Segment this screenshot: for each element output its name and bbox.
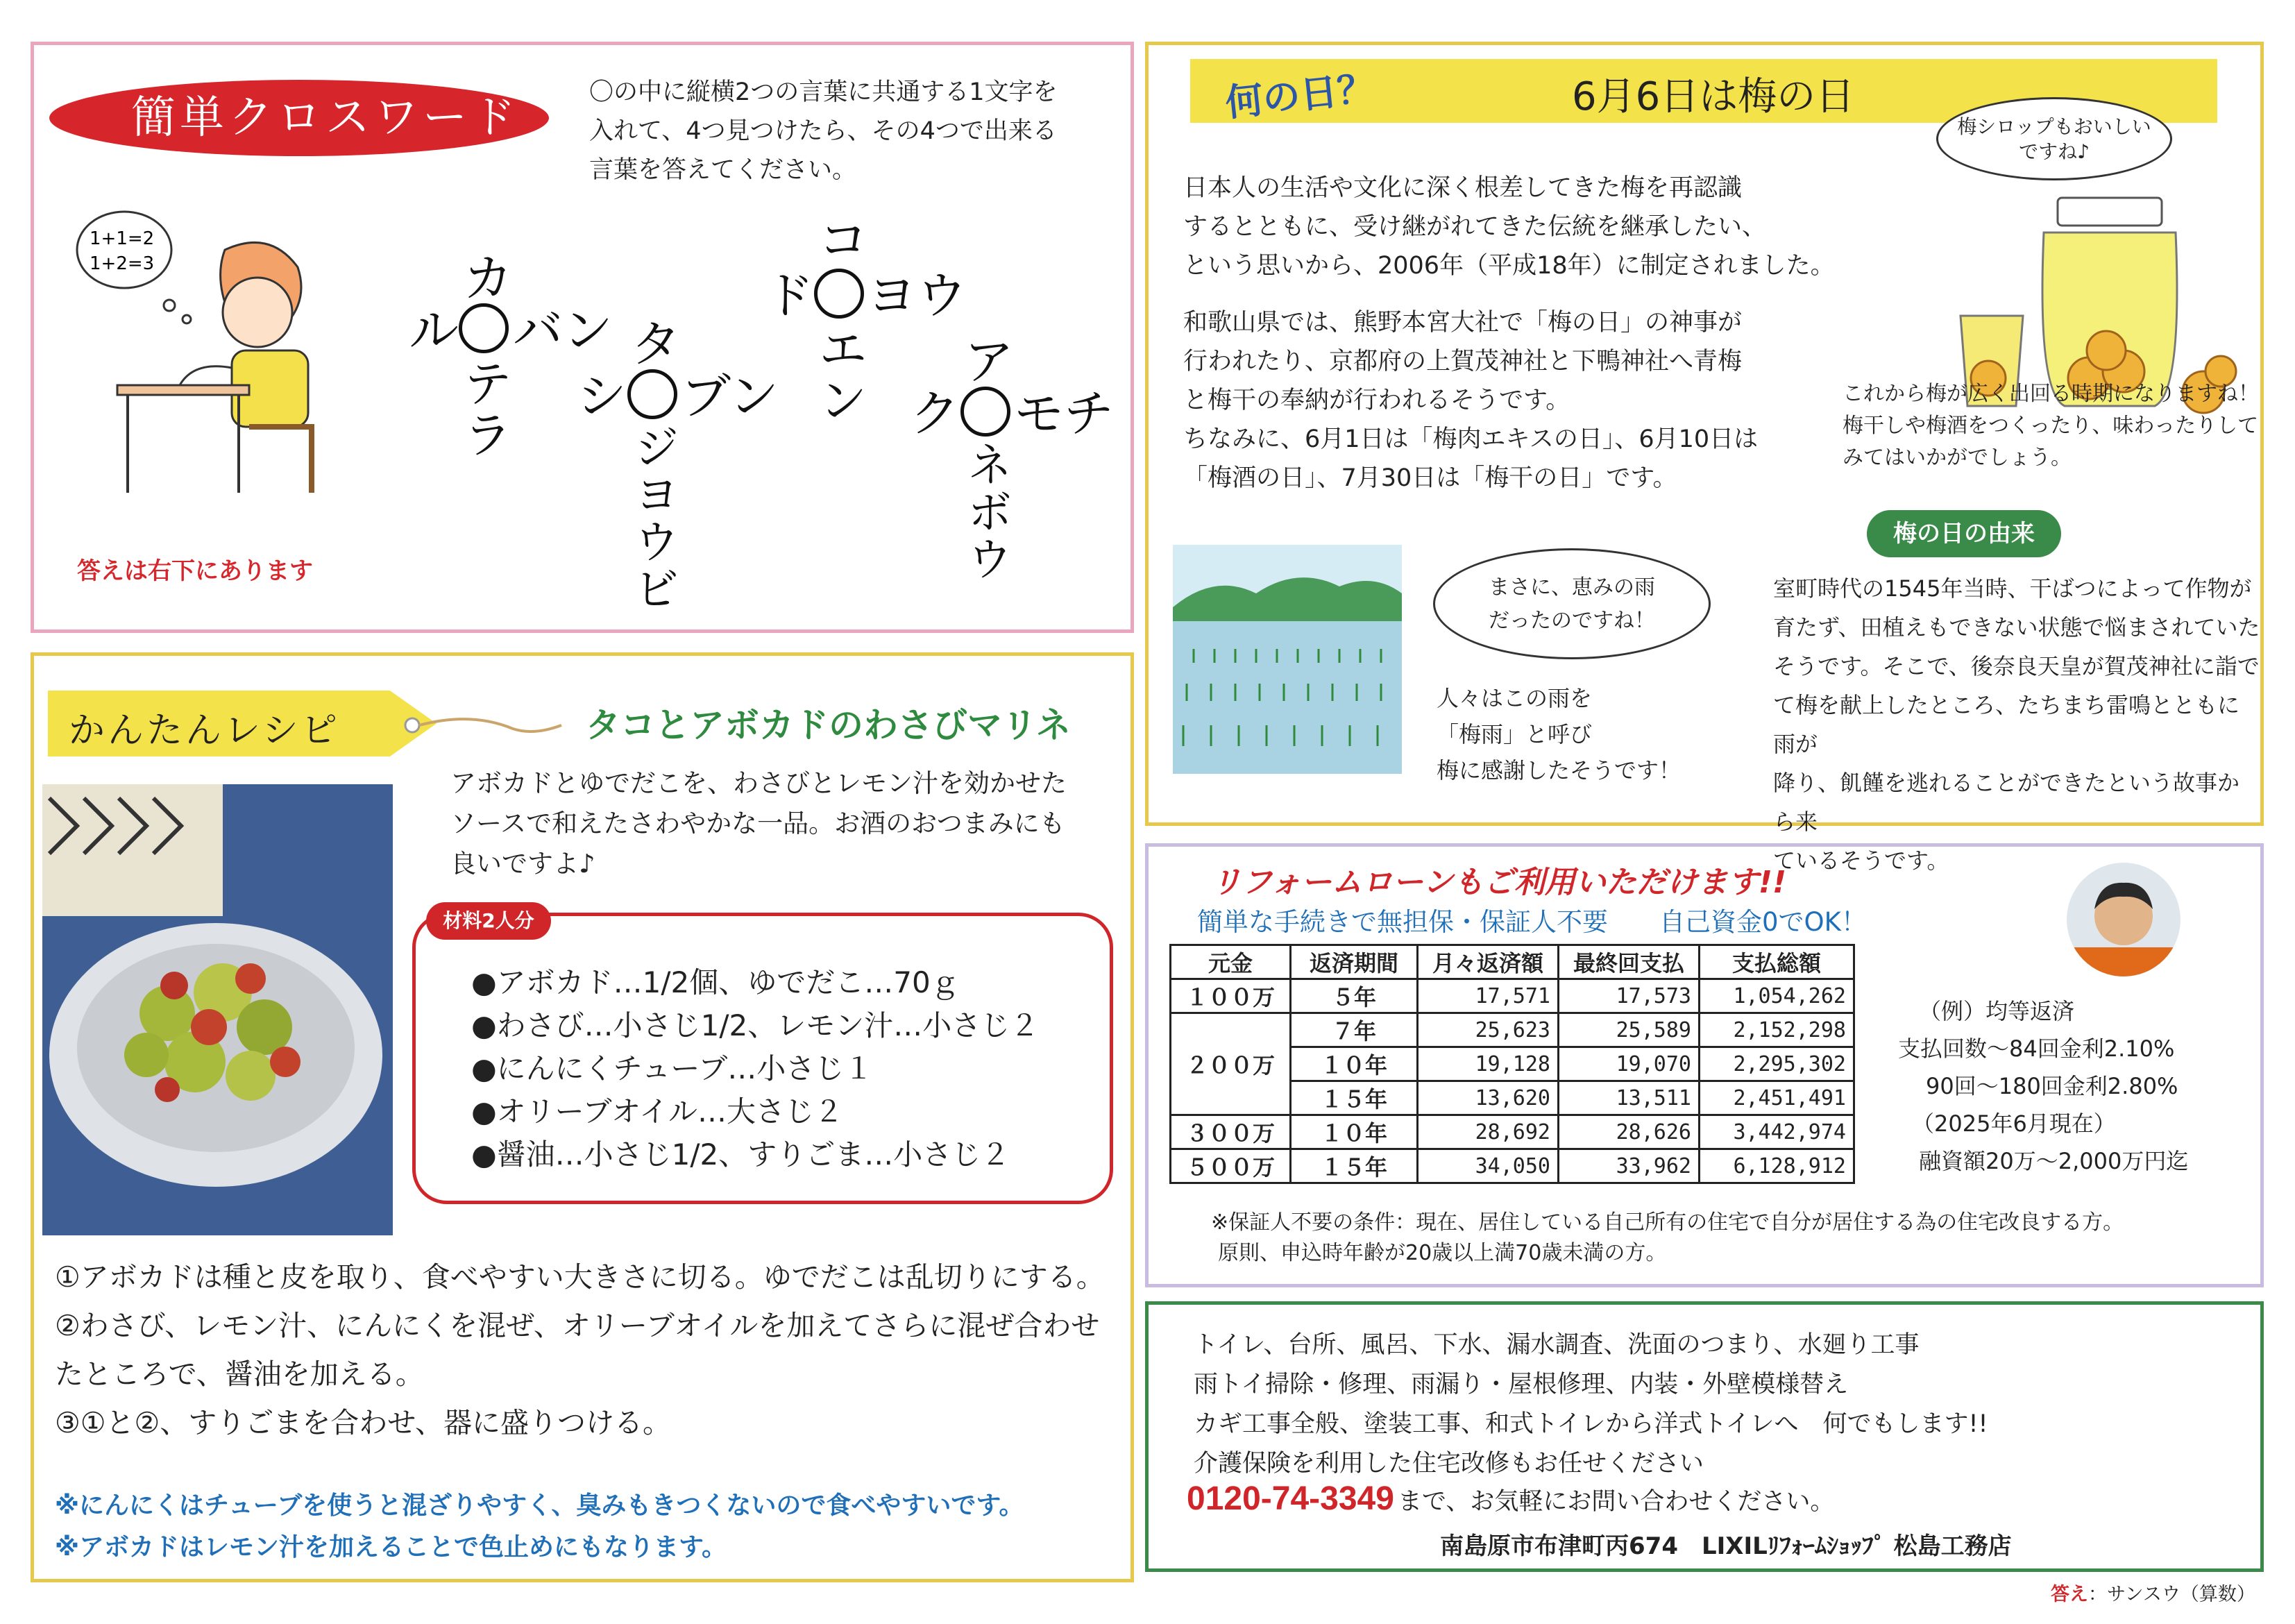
plum-day-tag: 何の日？	[1223, 65, 1378, 126]
shop-address: 南島原市布津町丙674 LIXILﾘﾌｫｰﾑｼｮｯﾌﾟ 松島工務店	[1440, 1532, 2012, 1560]
puzzle-4-right: モチ	[1014, 384, 1115, 443]
table-row: ５００万 １５年 34,050 33,962 6,128,912	[1171, 1149, 1854, 1183]
rain-text: 人々はこの雨を 「梅雨」と呼び 梅に感謝したそうです！	[1437, 685, 1682, 784]
rain-speech-bubble: まさに、恵みの雨 だったのですね！	[1433, 548, 1711, 659]
puzzle-4-left: ク	[910, 384, 960, 443]
crossword-panel	[31, 42, 1134, 633]
puzzle-3-bottom: エン	[810, 323, 868, 425]
puzzle-4-answer-circle[interactable]	[960, 387, 1010, 437]
tag-string-icon	[402, 704, 568, 746]
loan-example: （例）均等返済 支払回数～84回金利2.10% 90回～180回金利2.80% （2025年6月現在） 融資額20万～2,000万円迄	[1898, 998, 2189, 1174]
step-2: ②わさび、レモン汁、にんにくを混ぜ、オリーブオイルを加えてさらに混ぜ合わせ	[55, 1309, 1100, 1342]
puzzle-2-answer-circle[interactable]	[627, 369, 677, 419]
table-row: １５年 13,620 13,511 2,451,491	[1171, 1081, 1854, 1115]
table-row: １０年 19,128 19,070 2,295,302	[1171, 1047, 1854, 1081]
phone-number[interactable]: 0120-74-3349	[1187, 1480, 1394, 1517]
puzzle-3-left: ド	[764, 267, 815, 325]
origin-text: 室町時代の1545年当時、干ばつによって作物が 育たず、田植えもできない状態で悩まされていた そうです。そこで、後奈良天皇が賀茂神社に詣で て梅を献上したところ、たちまち雷鳴とともに雨が 降り、飢饉を逃れることができたという故事から来 ているそうです。	[1773, 575, 2260, 874]
loan-table	[1169, 944, 1855, 1184]
ingredients-list	[471, 961, 1039, 1176]
loan-panel	[1145, 843, 2264, 1287]
puzzle-4-top: ア	[964, 332, 1015, 391]
step-3: ③①と②、すりごまを合わせ、器に盛りつける。	[55, 1406, 672, 1439]
ingredient-item: ●にんにくチューブ…小さじ１	[471, 1051, 874, 1085]
puzzle-1-bottom: テラ	[455, 357, 513, 460]
loan-table-header: 元金 返済期間 月々返済額 最終回支払 支払総額	[1171, 945, 1854, 979]
puzzle-3-top: コ	[818, 211, 869, 269]
table-row: １００万 ５年 17,571 17,573 1,054,262	[1171, 979, 1854, 1013]
crossword-title: 簡単クロスワード	[131, 92, 520, 144]
crossword-instructions: 〇の中に縦横2つの言葉に共通する1文字を 入れて、4つ見つけたら、その4つで出来る 言葉を答えてください。	[589, 78, 1058, 184]
recipe-intro: アボカドとゆでだこを、わさびとレモン汁を効かせた ソースで和えたさわやかな一品。お酒のおつまみにも 良いですよ♪	[450, 768, 1067, 879]
plum-day-events: 和歌山県では、熊野本宮大社で「梅の日」の神事が 行われたり、京都府の上賀茂神社と下鴨神社へ青梅 と梅干の奉納が行われるそうです。 ちなみに、6月1日は「梅肉エキスの日」、6月10日は 「梅酒の日」、7月30日は「梅干の日」です。	[1183, 309, 1759, 492]
puzzle-3-right: ヨウ	[867, 267, 967, 325]
loan-title: リフォームローンもご利用いただけます!!	[1211, 865, 1787, 900]
step-1: ①アボカドは種と皮を取り、食べやすい大きさに切る。ゆでだこは乱切りにする。	[55, 1260, 1105, 1294]
ingredient-item: ●オリーブオイル…大さじ２	[471, 1094, 844, 1128]
puzzle-2-left: シ	[577, 367, 627, 425]
services-list: トイレ、台所、風呂、下水、漏水調査、洗面のつまり、水廻り工事 雨トイ掃除・修理、雨漏り・屋根修理、内装・外壁模様替え カギ工事全般、塗装工事、和式トイレから洋式トイレへ 何でもします!! 介護保険を利用した住宅改修もお任せください	[1194, 1331, 1988, 1478]
answer-location-note: 答えは右下にあります	[77, 557, 313, 585]
recipe-steps	[55, 1253, 1105, 1447]
puzzle-3-answer-circle[interactable]	[814, 269, 864, 319]
ingredient-item: ●アボカド…1/2個、ゆでだこ…70ｇ	[471, 965, 960, 999]
syrup-speech-bubble: 梅シロップもおいしい ですね♪	[1936, 97, 2172, 180]
loan-conditions: ※保証人不要の条件：現在、居住している自己所有の住宅で自分が居住する為の住宅改良する方。 原則、申込時年齢が20歳以上満70歳未満の方。	[1211, 1210, 2124, 1265]
loan-subtitle: 簡単な手続きで無担保・保証人不要 自己資金0でOK！	[1197, 907, 1867, 937]
contact-line	[1187, 1480, 1834, 1518]
ingredient-item: ●わさび…小さじ1/2、レモン汁…小さじ２	[471, 1008, 1040, 1042]
table-row: ２００万 ７年 25,623 25,589 2,152,298	[1171, 1013, 1854, 1047]
origin-label-badge: 梅の日の由来	[1867, 510, 2061, 557]
crossword-answer: 答え：サンスウ（算数）	[2051, 1584, 2255, 1605]
rice-paddy-illustration	[1173, 545, 1402, 774]
puzzle-1-answer-circle[interactable]	[459, 303, 509, 353]
step-2-cont: たところで、醤油を加える。	[55, 1357, 424, 1391]
recipe-tag-label: かんたんレシピ	[69, 710, 340, 752]
plum-day-heading: 6月6日は梅の日	[1572, 74, 1855, 119]
puzzle-1-left: ル	[409, 301, 459, 360]
recipe-panel	[31, 652, 1134, 1582]
puzzle-4-bottom: ネボウ	[959, 441, 1013, 582]
puzzle-2-bottom: ジヨウビ	[626, 423, 679, 612]
recipe-notes: ※にんにくはチューブを使うと混ざりやすく、臭みもきつくないので食べやすいです。 ※アボカドはレモン汁を加えることで色止めにもなります。	[55, 1491, 1024, 1562]
ingredients-label: 材料2人分	[426, 902, 551, 940]
recipe-title: タコとアボカドのわさびマリネ	[586, 705, 1071, 745]
puzzle-1-right: バン	[513, 301, 613, 360]
svg-text:1+1=2: 1+1=2	[90, 228, 155, 249]
plum-day-panel	[1145, 42, 2264, 874]
puzzle-2-right: ブン	[681, 367, 779, 425]
table-row: ３００万 １０年 28,692 28,626 3,442,974	[1171, 1115, 1854, 1149]
recipe-dish-photo	[42, 784, 393, 1235]
phone-suffix: まで、お気軽にお問い合わせください。	[1398, 1488, 1835, 1516]
svg-text:1+2=3: 1+2=3	[90, 253, 155, 274]
puzzle-2-top: タ	[631, 315, 681, 373]
child-thinking-illustration	[76, 201, 325, 493]
ingredient-item: ●醤油…小さじ1/2、すりごま…小さじ２	[471, 1137, 1010, 1172]
services-panel	[1145, 1301, 2264, 1572]
plum-day-intro: 日本人の生活や文化に深く根差してきた梅を再認識 するとともに、受け継がれてきた伝統を継承したい、 という思いから、2006年（平成18年）に制定されました。	[1183, 174, 1835, 280]
staff-photo	[2065, 861, 2183, 979]
plum-caption: これから梅が広く出回る時期になりますね！ 梅干しや梅酒をつくったり、味わったりして みてはいかがでしょう。	[1843, 382, 2259, 470]
puzzle-1-top: カ	[463, 249, 514, 307]
